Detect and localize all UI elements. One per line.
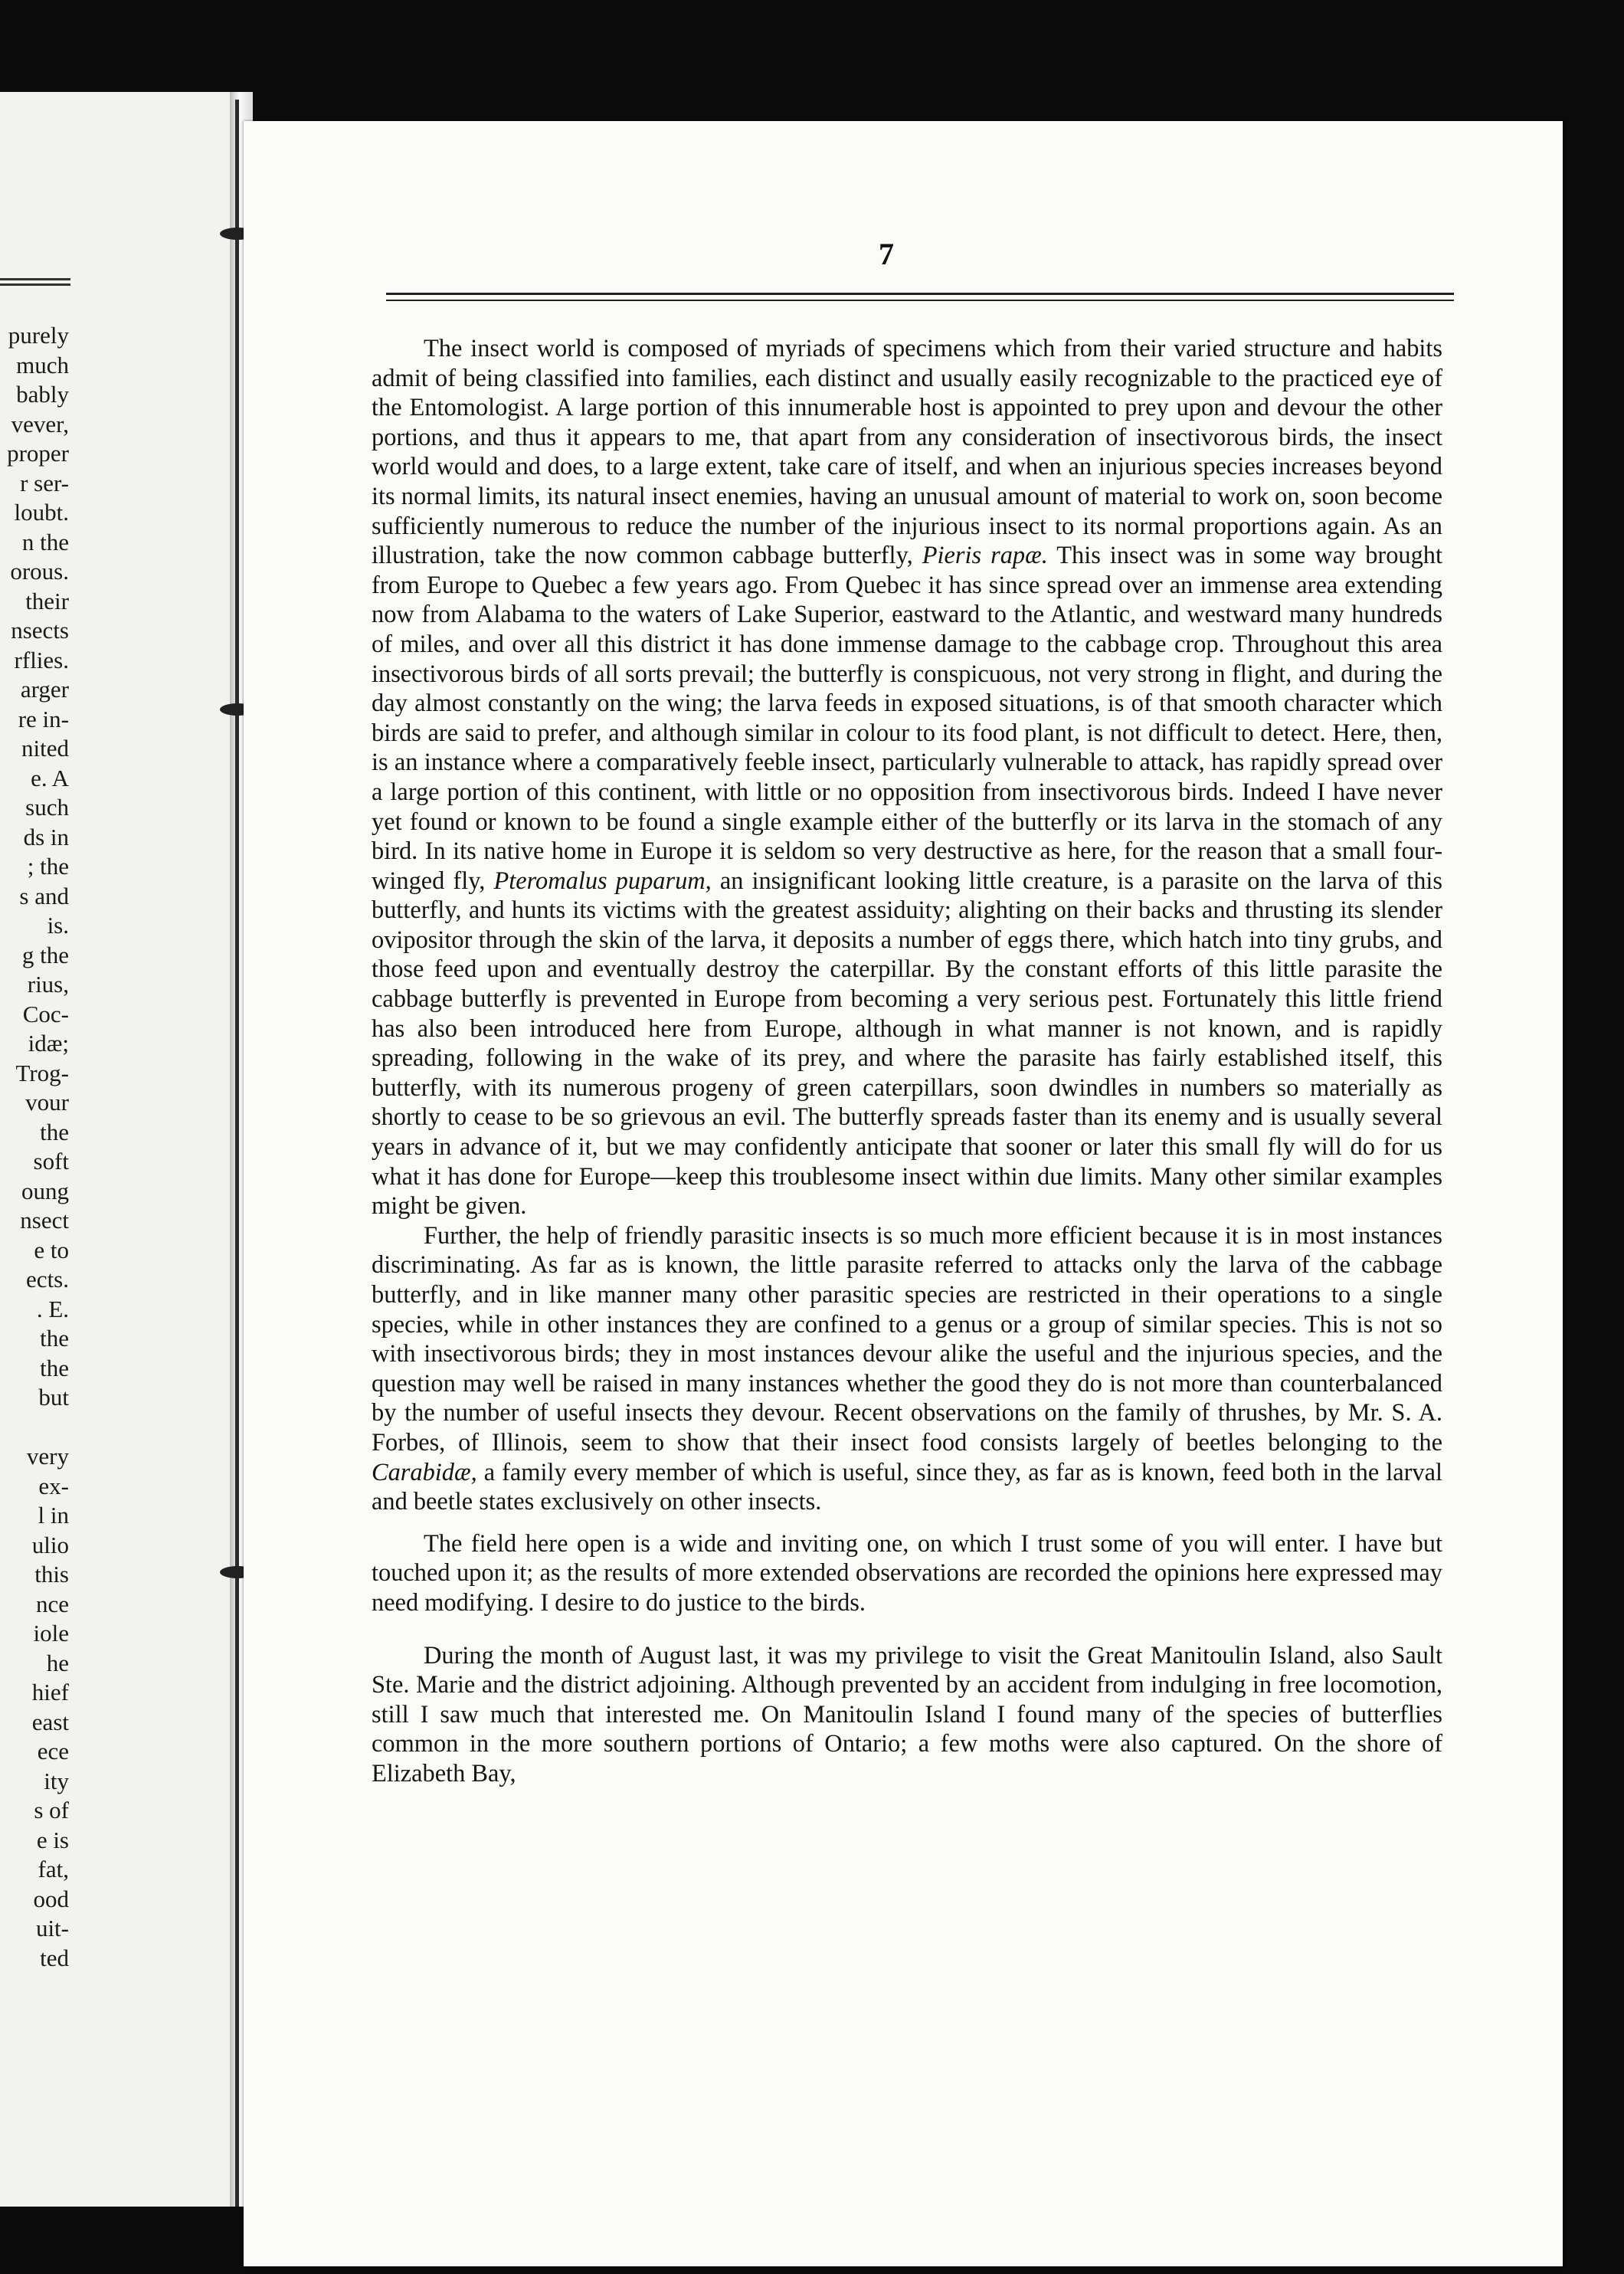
facing-page-line: but: [38, 1384, 69, 1411]
facing-page-line: the: [40, 1354, 69, 1381]
facing-page-line: is.: [47, 912, 69, 939]
facing-page-line: much: [16, 351, 69, 378]
text-run: The insect world is composed of myriads of specimens which from their varied structure and habits admit of being classified into families, each distinct and usually easily recognizable to the practiced eye of the Entomologist. A large portion of this innumerable host is appointed to prey upon and devour the other portions, and thus it appears to me, that apart from any consideration of insectivorous birds, the insect world would and does, to a large extent, take care of itself, and when an injurious species increases beyond its normal limits, its natural insect enemies, having an unusual amount of material to work on, soon become sufficiently numerous to reduce the number of the injurious insect to its normal proportions again. As an illustration, take the now common cabbage butterfly,: [372, 335, 1442, 570]
facing-page-line: rius,: [27, 971, 69, 998]
facing-page-line: ity: [44, 1767, 69, 1794]
facing-page-line: re in-: [18, 705, 69, 732]
facing-page-line: rflies.: [14, 646, 69, 673]
page-body: [372, 334, 1442, 1789]
facing-page-line: their: [25, 587, 69, 614]
paragraph-parasites: [372, 1221, 1442, 1517]
paragraph-manitoulin: [372, 1641, 1442, 1789]
header-rule-top: [386, 293, 1454, 295]
facing-page-line: Trog-: [15, 1059, 69, 1086]
text-run: an insignificant looking little creature, is a parasite on the larva of this butterfly, and hunts its victims with the greatest assiduity; alighting on their backs and thrusting its slender ovipositor through the skin of the larva, it deposits a number of eggs there, which hatch into tiny grubs, and those feed upon and eventually destroy the caterpillar. By the constant efforts of this little parasite the cabbage butterfly is prevented in Europe from becoming a very serious pest. Fortunately this little friend has also been introduced here from Europe, although in what manner is not known, and is rapidly spreading, following in the wake of its prey, and where the parasite has fairly established itself, this butterfly, with its numerous progeny of green caterpillars, soon dwindles in numbers so materially as shortly to cease to be so grievous an evil. The butterfly spreads faster than its enemy and is usually several years in advance of it, but we may confidently anticipate that sooner or later this small fly will do for us what it has done for Europe—keep this troublesome insect within due limits. Many other similar examples might be given.: [372, 867, 1442, 1221]
facing-page-line: such: [25, 794, 69, 821]
facing-page-line: Coc-: [22, 1000, 69, 1027]
facing-page-line: ood: [33, 1885, 69, 1912]
facing-page-line: iole: [33, 1620, 69, 1647]
facing-page-line: the: [40, 1325, 69, 1352]
facing-page-line: . E.: [36, 1295, 69, 1322]
facing-page-line: ulio: [31, 1531, 69, 1558]
facing-page-line: this: [34, 1561, 69, 1588]
facing-page-line: g the: [21, 941, 69, 968]
text-run: During the month of August last, it was my privilege to visit the Great Manitoulin Island, also Sault Ste. Marie and the district adjoining. Although prevented by an accident from indulging in free locomotion, still I saw much that interested me. On Manitoulin Island I found many of the species of butterflies common in the more southern portions of Ontario; a few moths were also captured. On the shore of Elizabeth Bay,: [372, 1641, 1442, 1787]
facing-page-line: hief: [31, 1679, 69, 1705]
facing-page-edge: [0, 92, 230, 2207]
facing-page-line: s of: [34, 1797, 69, 1823]
facing-page-line: purely: [8, 322, 69, 349]
page-number: 7: [879, 237, 894, 271]
facing-page-rule: [0, 278, 70, 280]
facing-page-line: loubt.: [14, 499, 69, 526]
facing-page-line: ted: [40, 1944, 69, 1971]
paragraph-insect-world: [372, 334, 1442, 1221]
paragraph-field-open: [372, 1529, 1442, 1618]
facing-page-line: the: [40, 1118, 69, 1145]
facing-page-line: s and: [19, 882, 69, 909]
facing-page-line: orous.: [10, 558, 69, 585]
text-run: a family every member of which is useful, since they, as far as is known, feed both in the larval and beetle states exclusively on other insects.: [372, 1458, 1442, 1516]
italic-term: Pieris rapæ.: [922, 542, 1048, 570]
facing-page-line: ex-: [38, 1472, 69, 1499]
facing-page-line: arger: [20, 676, 69, 703]
facing-page-line: east: [31, 1708, 69, 1735]
binding-thread: [235, 100, 239, 2207]
italic-term: Carabidæ,: [372, 1458, 477, 1486]
facing-page-rule: [0, 283, 70, 286]
facing-page-line: proper: [7, 440, 69, 467]
facing-page-line: n the: [21, 528, 69, 555]
text-run: This insect was in some way brought from Europe to Quebec a few years ago. From Quebec it has since spread over an immense area extending now from Alabama to the waters of Lake Superior, eastward to the Atlantic, and westward many hundreds of miles, and over all this district it has done immense damage to the cabbage crop. Throughout this area insectivorous birds of all sorts prevail; the butterfly is conspicuous, not very strong in flight, and during the day almost constantly on the wing; the larva feeds in exposed situations, is of that smooth character which birds are said to prefer, and although similar in colour to its food plant, is not difficult to detect. Here, then, is an instance where a comparatively feeble insect, particularly vulnerable to attack, has rapidly spread over a large portion of this continent, with little or no opposition from insectivorous birds. Indeed I have never yet found or known to be found a single example either of the butterfly or its larva in the stomach of any bird. In its native home in Europe it is seldom so very destructive as here, for the reason that a small four-winged fly,: [372, 542, 1443, 895]
text-run: The field here open is a wide and inviting one, on which I trust some of you will enter. I have but touched upon it; as the results of more extended observations are recorded the opinions here expressed may need modifying. I desire to do justice to the birds.: [372, 1529, 1442, 1617]
facing-page-line: nsect: [20, 1207, 69, 1234]
facing-page-line: e. A: [31, 764, 69, 791]
facing-page-line: idæ;: [28, 1030, 69, 1057]
header-rule-bottom: [386, 300, 1454, 301]
text-run: Further, the help of friendly parasitic insects is so much more efficient because it is in most instances discriminating. As far as is known, the little parasite referred to attacks only the larva of the cabbage butterfly, and in like manner many other parasitic species are restricted in their operations to a single species, while in other instances they are confined to a genus or a group of similar species. This is not so with insectivorous birds; they in most instances devour alike the useful and the injurious species, and the question may well be raised in many instances whether the good they do is not more than counterbalanced by the number of useful insects they devour. Recent observations on the family of thrushes, by Mr. S. A. Forbes, of Illinois, seem to show that their insect food consists largely of beetles belonging to the: [372, 1221, 1442, 1456]
facing-page-line: ece: [37, 1738, 69, 1764]
facing-page-line: ects.: [26, 1266, 69, 1293]
facing-page-line: bably: [16, 381, 69, 408]
facing-page-line: e is: [36, 1826, 69, 1853]
facing-page-line: e to: [34, 1236, 69, 1263]
facing-page-line: r ser-: [20, 469, 69, 496]
facing-page-line: uit-: [35, 1915, 69, 1941]
facing-page-line: nce: [35, 1590, 69, 1617]
facing-page-line: ; the: [27, 853, 69, 880]
facing-page-line: ds in: [23, 823, 69, 850]
facing-page-line: soft: [33, 1148, 69, 1175]
facing-page-line: vever,: [11, 410, 69, 437]
facing-page-line: nited: [21, 735, 69, 762]
facing-page-line: vour: [25, 1089, 69, 1116]
facing-page-line: oung: [21, 1177, 69, 1204]
facing-page-line: l in: [38, 1502, 69, 1529]
facing-page-line: fat,: [38, 1856, 69, 1882]
italic-term: Pteromalus puparum,: [493, 867, 712, 895]
book-page: [244, 121, 1563, 2266]
facing-page-line: he: [46, 1649, 69, 1676]
facing-page-line: very: [26, 1443, 69, 1470]
facing-page-line: nsects: [11, 617, 69, 644]
